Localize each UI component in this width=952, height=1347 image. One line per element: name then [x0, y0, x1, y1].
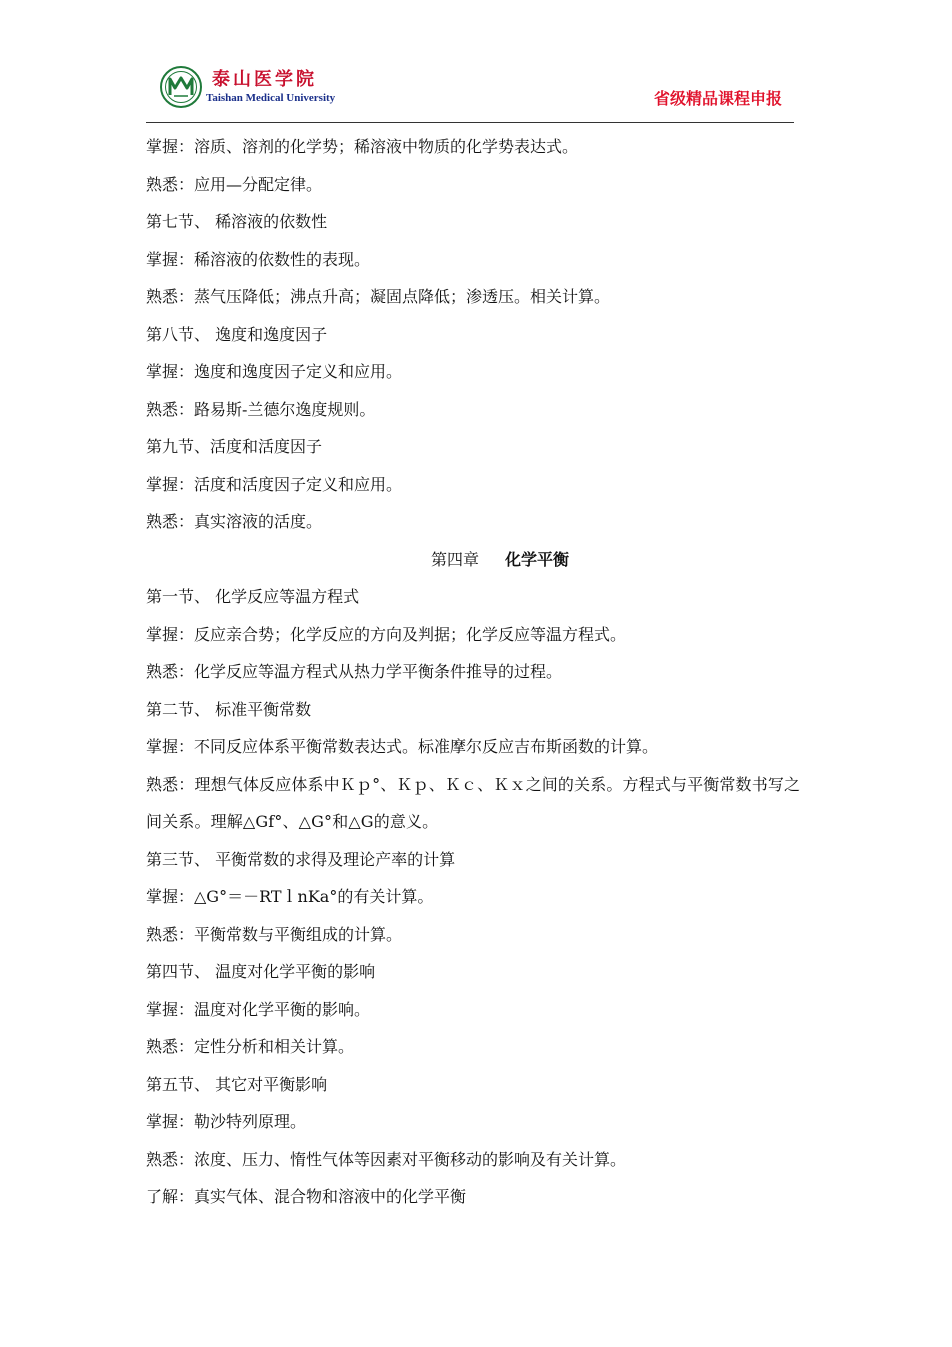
text-line: 熟悉：路易斯-兰德尔逸度规则。: [146, 399, 376, 419]
section-heading: 第三节、 平衡常数的求得及理论产率的计算: [146, 849, 456, 869]
text-line: 掌握：不同反应体系平衡常数表达式。标准摩尔反应吉布斯函数的计算。: [146, 737, 659, 756]
chapter-heading: [146, 541, 810, 579]
text-line: 掌握：温度对化学平衡的影响。: [146, 999, 371, 1019]
header-divider: [146, 122, 794, 123]
text-line: 熟悉：定性分析和相关计算。: [146, 1037, 355, 1056]
document-body: [146, 128, 810, 1216]
section-heading: 第九节、活度和活度因子: [146, 437, 323, 456]
text-line: 掌握：稀溶液的依数性的表现。: [146, 249, 371, 269]
text-line: 熟悉：化学反应等温方程式从热力学平衡条件推导的过程。: [146, 662, 563, 681]
section-heading: 第七节、 稀溶液的依数性: [146, 212, 328, 231]
section-heading: 第四节、 温度对化学平衡的影响: [146, 962, 376, 981]
text-line: 熟悉：浓度、压力、惰性气体等因素对平衡移动的影响及有关计算。: [146, 1149, 627, 1169]
school-name-en: Taishan Medical University: [206, 92, 336, 104]
text-line: 掌握：勒沙特列原理。: [146, 1112, 307, 1131]
course-label: 省级精品课程申报: [653, 89, 782, 108]
text-line: 掌握：反应亲合势；化学反应的方向及判据；化学反应等温方程式。: [146, 624, 627, 644]
text-line: 熟悉：应用—分配定律。: [146, 174, 323, 194]
text-line: 掌握：逸度和逸度因子定义和应用。: [146, 362, 403, 381]
text-line: 熟悉：真实溶液的活度。: [146, 512, 323, 531]
chapter-number: 第四章: [430, 549, 479, 569]
chapter-title: 化学平衡: [505, 549, 570, 569]
section-heading: 第八节、 逸度和逸度因子: [146, 324, 328, 344]
school-name-cn: 泰山医学院: [212, 69, 317, 90]
text-line: 了解：真实气体、混合物和溶液中的化学平衡: [146, 1187, 467, 1206]
university-seal-icon: [160, 66, 202, 108]
section-heading: 第二节、 标准平衡常数: [146, 699, 312, 719]
text-paragraph: 熟悉：理想气体反应体系中Ｋｐ°、Ｋｐ、Ｋｃ、Ｋｘ之间的关系。方程式与平衡常数书写之间关系。理解△Gf°、△G°和△G的意义。: [146, 774, 801, 831]
text-line: 掌握：活度和活度因子定义和应用。: [146, 474, 403, 494]
text-line: 熟悉：蒸气压降低；沸点升高；凝固点降低；渗透压。相关计算。: [146, 287, 611, 306]
text-line: 熟悉：平衡常数与平衡组成的计算。: [146, 924, 403, 944]
section-heading: 第一节、 化学反应等温方程式: [146, 587, 360, 606]
page-header: [146, 62, 794, 122]
text-line: 掌握：溶质、溶剂的化学势；稀溶液中物质的化学势表达式。: [146, 137, 579, 156]
section-heading: 第五节、 其它对平衡影响: [146, 1074, 328, 1094]
text-line: 掌握：△G°＝－RTｌnKa°的有关计算。: [146, 887, 434, 906]
